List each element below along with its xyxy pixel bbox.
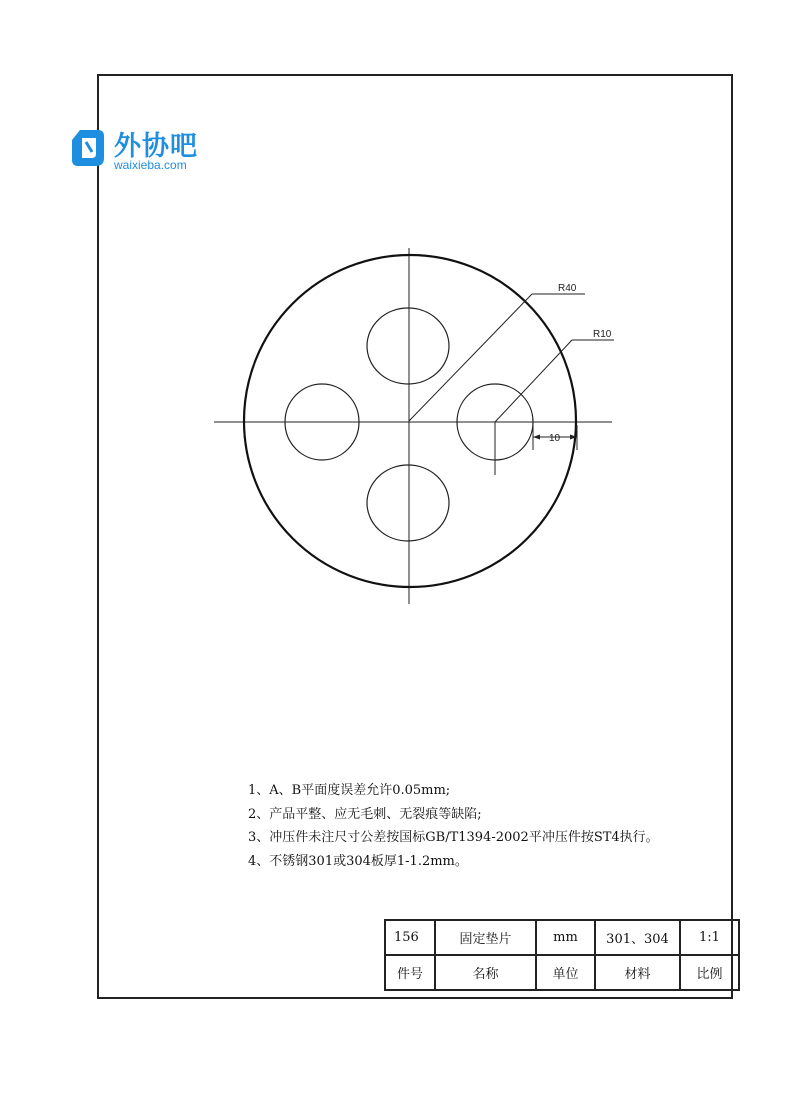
unit-value: mm (536, 920, 595, 955)
unit-header: 单位 (536, 955, 595, 990)
offset-label: 10 (549, 433, 561, 444)
r10-label: R10 (593, 329, 612, 340)
title-block (384, 919, 740, 991)
note-item: 4、不锈钢301或304板厚1-1.2mm。 (248, 853, 468, 869)
part-name-header: 名称 (435, 955, 536, 990)
r10-leader (495, 340, 572, 422)
scale-value: 1:1 (680, 920, 739, 955)
logo-name: 外协吧 (114, 131, 198, 162)
material-header: 材料 (595, 955, 680, 990)
part-number-value: 156 (385, 920, 435, 955)
part-number-header: 件号 (385, 955, 435, 990)
r40-label: R40 (558, 283, 577, 294)
outer-circle (244, 255, 576, 587)
technical-notes (248, 779, 659, 873)
offset-arrow-left (533, 435, 540, 440)
hole-top (367, 308, 449, 384)
hole-bottom (367, 465, 449, 541)
note-item: 3、冲压件未注尺寸公差按国标GB/T1394-2002平冲压件按ST4执行。 (248, 830, 659, 845)
part-name-value: 固定垫片 (435, 920, 536, 955)
scale-header: 比例 (680, 955, 739, 990)
logo-url: waixieba.com (114, 158, 187, 172)
note-item: 2、产品平整、应无毛刺、无裂痕等缺陷; (248, 806, 482, 822)
material-value: 301、304 (595, 920, 680, 955)
title-block-headers-row (385, 955, 739, 990)
title-block-values-row (385, 920, 739, 955)
note-item: 1、A、B平面度误差允许0.05mm; (248, 783, 451, 798)
